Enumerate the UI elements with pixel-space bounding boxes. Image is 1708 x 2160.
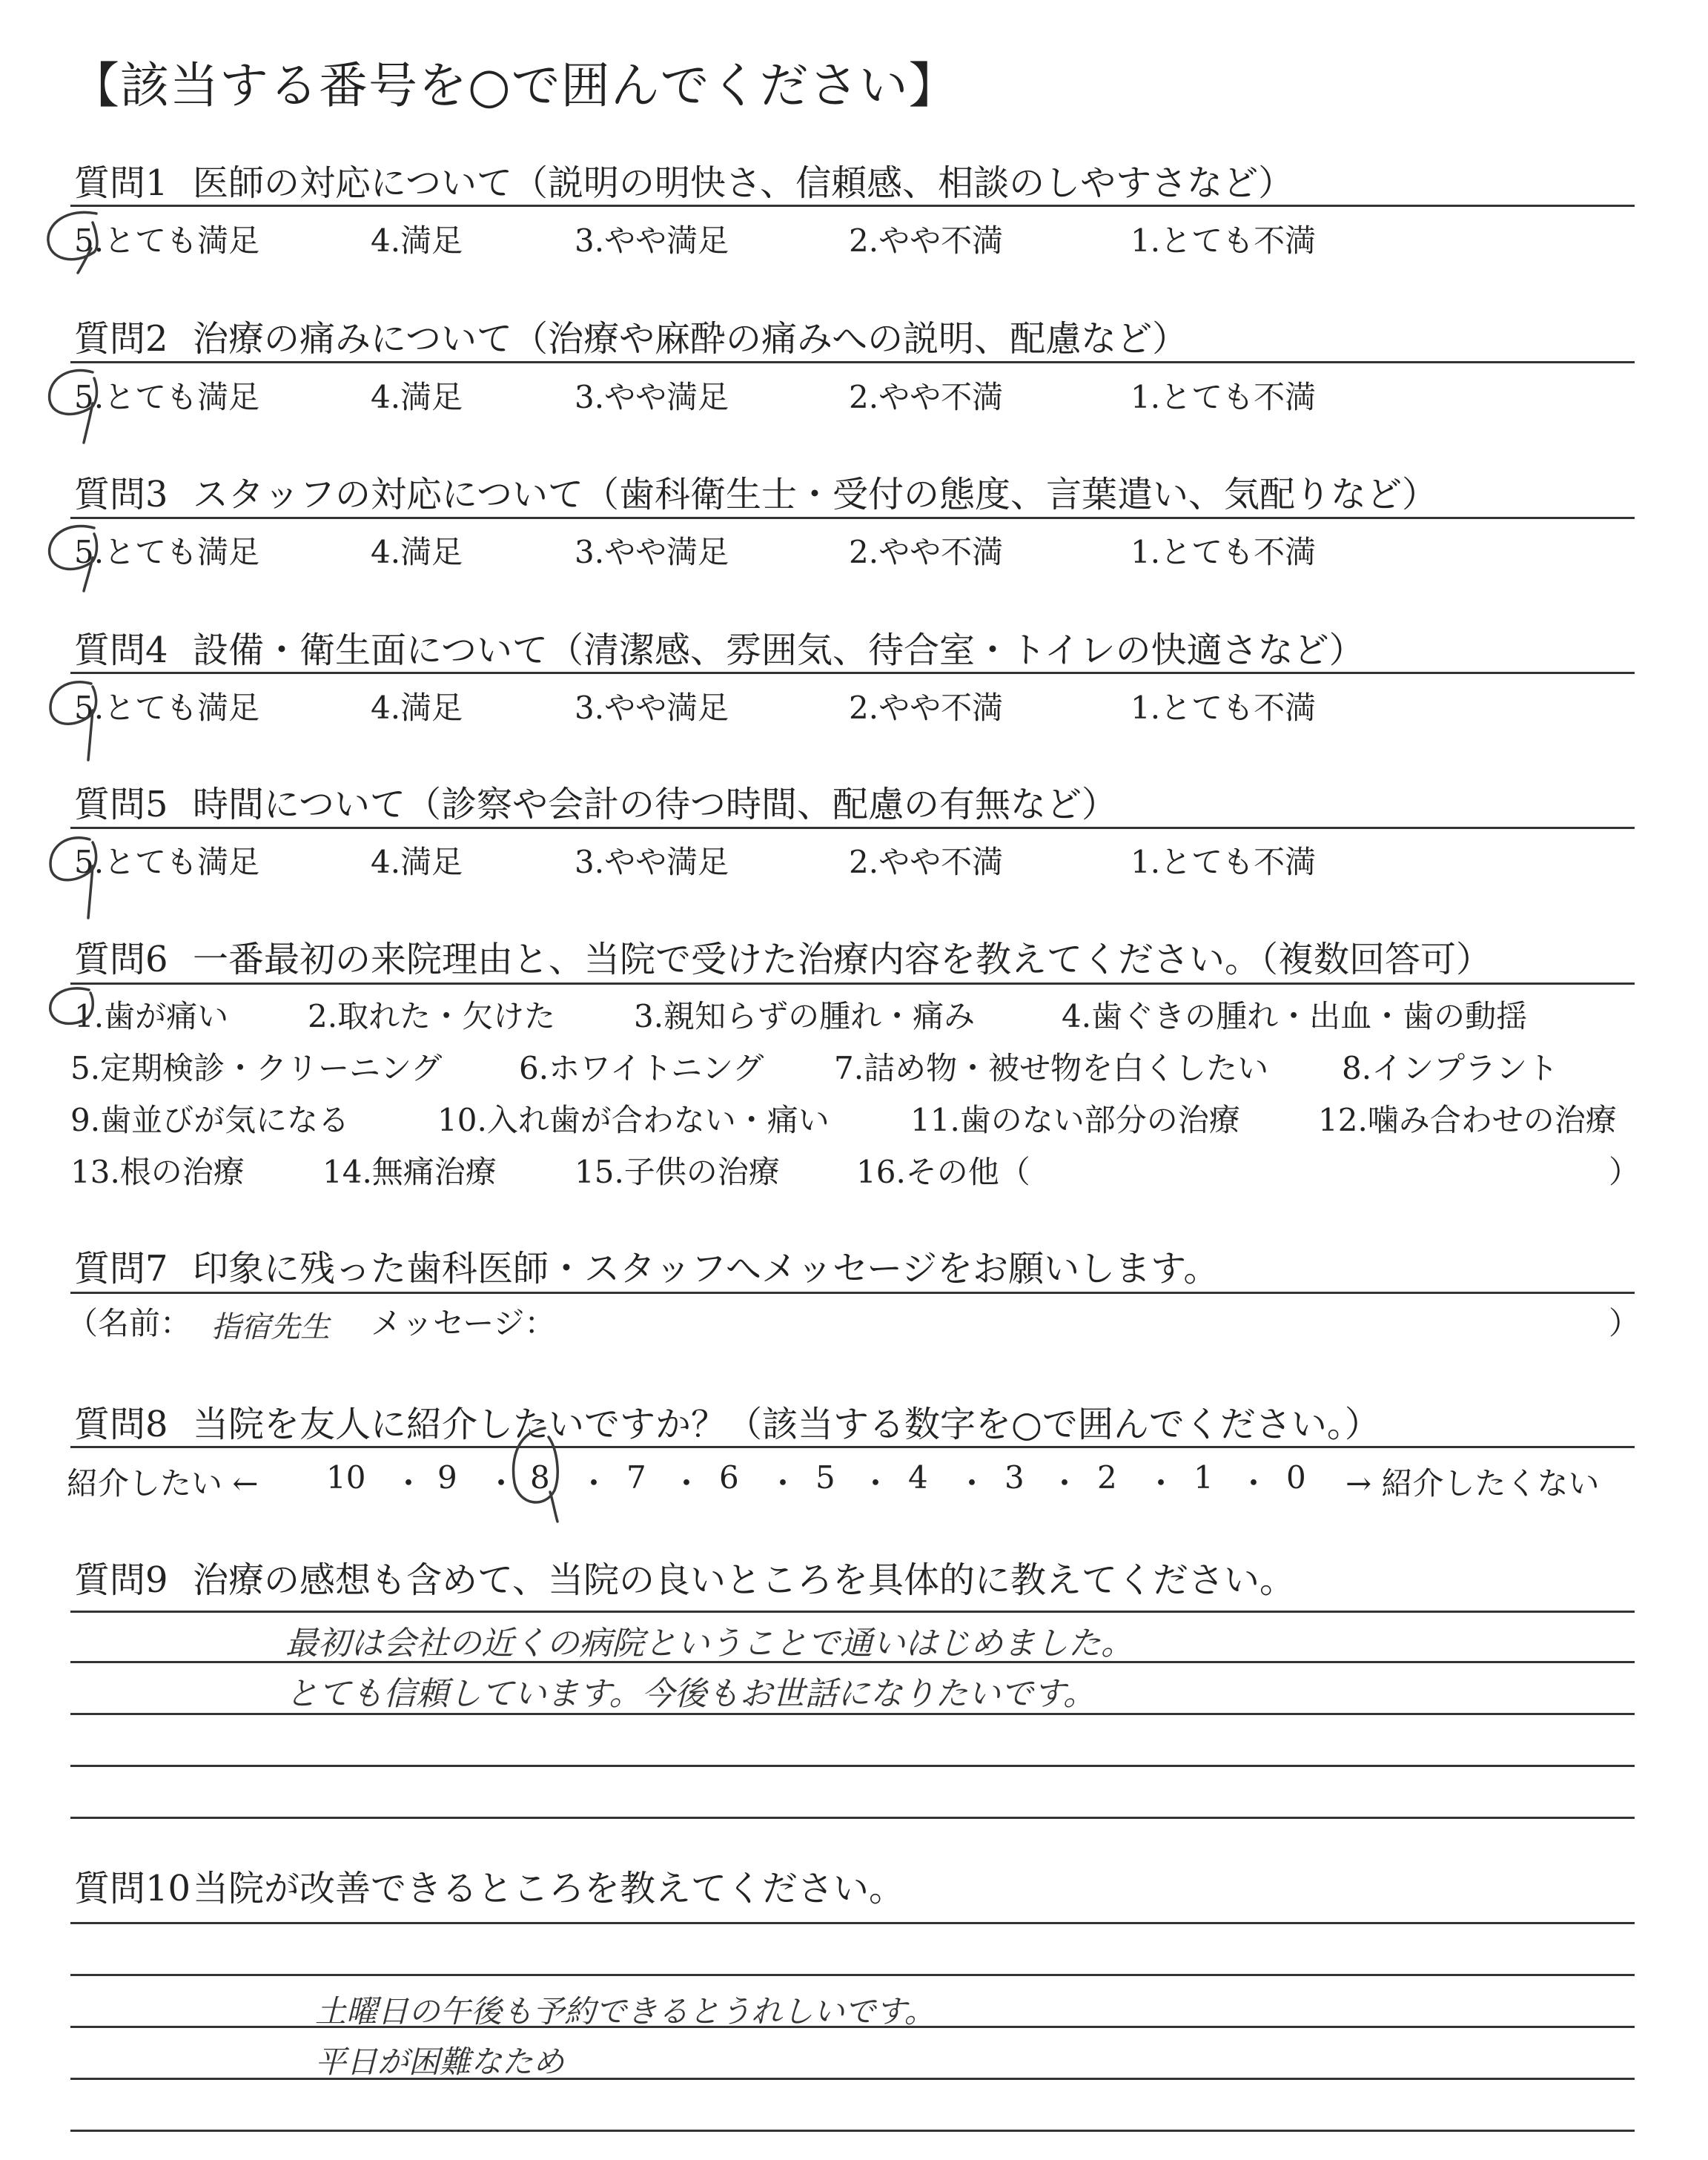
question-9-text: 治療の感想も含めて、当院の良いところを具体的に教えてください。 [193,1559,1296,1601]
q6-option-13[interactable]: 13.根の治療 [70,1154,245,1190]
q8-dot: ・ [1238,1465,1270,1502]
q8-score-4[interactable]: 4 [908,1459,928,1496]
question-2-title [74,310,1188,361]
question-7-title [74,1240,1219,1291]
q3-option-5[interactable]: 5.とても満足 [74,534,260,570]
q4-option-2[interactable]: 2.やや不満 [849,690,1004,726]
q6-option-15[interactable]: 15.子供の治療 [575,1154,780,1190]
q2-option-1[interactable]: 1.とても不満 [1131,379,1317,415]
q8-dot: ・ [671,1465,703,1502]
q8-score-7[interactable]: 7 [626,1459,646,1496]
q9-answer-line [70,1765,1635,1767]
q10-answer-line [70,1922,1635,1924]
question-5-title [74,776,1117,827]
q2-selection-circle [41,365,107,446]
q5-option-5[interactable]: 5.とても満足 [74,844,260,880]
q1-selection-circle [41,208,107,274]
question-1-text: 医師の対応について（説明の明快さ、信頼感、相談のしやすさなど） [193,162,1294,204]
q8-score-2[interactable]: 2 [1097,1459,1117,1496]
q5-selection-circle [41,829,107,922]
question-8-text: 当院を友人に紹介したいですか？（該当する数字を○で囲んでください。） [193,1404,1380,1445]
q2-option-5[interactable]: 5.とても満足 [74,379,260,415]
q1-option-3[interactable]: 3.やや満足 [575,222,729,259]
question-3-number: 質問3 [74,474,168,515]
q9-handwritten-answer-line-1[interactable]: 最初は会社の近くの病院ということで通いはじめました。 [285,1625,1133,1662]
q10-answer-line [70,1974,1635,1976]
q10-answer-line [70,2078,1635,2080]
q8-score-1[interactable]: 1 [1194,1459,1214,1496]
q3-option-2[interactable]: 2.やや不満 [849,534,1004,570]
question-10-text: 当院が改善できるところを教えてください。 [193,1868,905,1909]
q6-option-9[interactable]: 9.歯並びが気になる [70,1102,350,1138]
q9-answer-line [70,1817,1635,1819]
question-1-number: 質問1 [74,162,168,204]
q8-dot: ・ [578,1465,610,1502]
question-4-title [74,621,1365,673]
q6-option-1[interactable]: 1.歯が痛い [74,998,229,1034]
q7-name-handwritten[interactable]: 指宿先生 [211,1310,330,1344]
question-9-title [74,1551,1295,1602]
q6-selection-circle [44,982,104,1034]
q3-option-3[interactable]: 3.やや満足 [575,534,729,570]
q2-option-2[interactable]: 2.やや不満 [849,379,1004,415]
q7-name-label: （名前： [67,1305,192,1341]
q9-answer-line [70,1611,1635,1613]
q8-score-10[interactable]: 10 [326,1459,366,1496]
q3-option-1[interactable]: 1.とても不満 [1131,534,1317,570]
q6-option-2[interactable]: 2.取れた・欠けた [308,998,556,1034]
question-2-number: 質問2 [74,318,168,360]
q6-option-5[interactable]: 5.定期検診・クリーニング [70,1050,443,1086]
question-6-text: 一番最初の来院理由と、当院で受けた治療内容を教えてください。（複数回答可） [193,939,1492,980]
question-10-number: 質問10 [74,1868,191,1909]
q6-option-3[interactable]: 3.親知らずの腫れ・痛み [634,998,976,1034]
question-5-number: 質問5 [74,784,168,825]
question-9-number: 質問9 [74,1559,168,1601]
q2-option-3[interactable]: 3.やや満足 [575,379,729,415]
q8-dot: ・ [486,1465,517,1502]
q8-score-3[interactable]: 3 [1004,1459,1025,1496]
question-6-rule [70,982,1635,985]
q8-score-0[interactable]: 0 [1286,1459,1306,1496]
q6-option-6[interactable]: 6.ホワイトニング [519,1050,764,1086]
q1-option-2[interactable]: 2.やや不満 [849,222,1004,259]
q6-option-14[interactable]: 14.無痛治療 [322,1154,497,1190]
q7-message-label: メッセージ： [371,1305,556,1341]
q1-option-5[interactable]: 5.とても満足 [74,222,260,259]
q6-option-11[interactable]: 11.歯のない部分の治療 [910,1102,1240,1138]
question-1-rule [70,205,1635,207]
question-8-rule [70,1446,1635,1448]
q5-option-1[interactable]: 1.とても不満 [1131,844,1317,880]
q8-score-6[interactable]: 6 [719,1459,739,1496]
q6-other-close-paren: ） [1609,1154,1641,1190]
q3-selection-circle [41,521,107,595]
question-3-rule [70,517,1635,519]
q6-option-8[interactable]: 8.インプラント [1342,1050,1559,1086]
q4-option-3[interactable]: 3.やや満足 [575,690,729,726]
q8-dot: ・ [956,1465,988,1502]
q5-option-2[interactable]: 2.やや不満 [849,844,1004,880]
q8-selection-circle [504,1424,578,1527]
question-6-number: 質問6 [74,939,168,980]
question-10-title [74,1860,904,1911]
form-instruction-header: 【該当する番号を○で囲んでください】 [70,57,959,114]
q8-dot: ・ [767,1465,799,1502]
q8-dot: ・ [1049,1465,1081,1502]
question-8-title [74,1396,1380,1447]
q10-handwritten-answer-line-1[interactable]: 土曜日の午後も予約できるとうれしいです。 [315,1993,936,2029]
question-7-number: 質問7 [74,1248,168,1289]
q8-score-8[interactable]: 8 [530,1459,550,1496]
q5-option-3[interactable]: 3.やや満足 [575,844,729,880]
q8-right-label: → 紹介したくない [1345,1465,1600,1502]
q7-close-paren: ） [1609,1305,1641,1341]
q8-score-5[interactable]: 5 [815,1459,835,1496]
q8-left-label: 紹介したい ← [67,1465,259,1502]
question-7-rule [70,1292,1635,1294]
q1-option-1[interactable]: 1.とても不満 [1131,222,1317,259]
q3-option-4[interactable]: 4.満足 [371,534,463,570]
question-3-text: スタッフの対応について（歯科衛生士・受付の態度、言葉遣い、気配りなど） [193,474,1438,515]
q2-option-4[interactable]: 4.満足 [371,379,463,415]
q8-score-9[interactable]: 9 [437,1459,457,1496]
q8-dot: ・ [393,1465,425,1502]
question-4-text: 設備・衛生面について（清潔感、雰囲気、待合室・トイレの快適さなど） [193,630,1365,671]
q4-option-4[interactable]: 4.満足 [371,690,463,726]
question-8-number: 質問8 [74,1404,168,1445]
q1-option-4[interactable]: 4.満足 [371,222,463,259]
question-5-rule [70,827,1635,829]
q6-option-4[interactable]: 4.歯ぐきの腫れ・出血・歯の動揺 [1062,998,1528,1034]
q6-option-12[interactable]: 12.噛み合わせの治療 [1318,1102,1617,1138]
question-2-text: 治療の痛みについて（治療や麻酔の痛みへの説明、配慮など） [193,318,1188,360]
question-4-rule [70,672,1635,674]
question-4-number: 質問4 [74,630,168,671]
q9-handwritten-answer-line-2[interactable]: とても信頼しています。今後もお世話になりたいです。 [285,1675,1096,1713]
question-3-title [74,466,1437,517]
question-6-title [74,931,1492,982]
q6-option-10[interactable]: 10.入れ歯が合わない・痛い [437,1102,830,1138]
question-2-rule [70,361,1635,363]
q6-option-7[interactable]: 7.詰め物・被せ物を白くしたい [834,1050,1269,1086]
q4-option-5[interactable]: 5.とても満足 [74,690,260,726]
q4-option-1[interactable]: 1.とても不満 [1131,690,1317,726]
question-1-title [74,154,1294,205]
q10-handwritten-answer-line-2[interactable]: 平日が困難なため [315,2044,565,2080]
q5-option-4[interactable]: 4.満足 [371,844,463,880]
q8-dot: ・ [1145,1465,1177,1502]
question-7-text: 印象に残った歯科医師・スタッフへメッセージをお願いします。 [193,1248,1219,1289]
question-5-text: 時間について（診察や会計の待つ時間、配慮の有無など） [193,784,1118,825]
q4-selection-circle [41,675,107,764]
q8-dot: ・ [860,1465,892,1502]
q10-answer-line [70,2130,1635,2132]
q6-option-16[interactable]: 16.その他（ [856,1154,1030,1190]
